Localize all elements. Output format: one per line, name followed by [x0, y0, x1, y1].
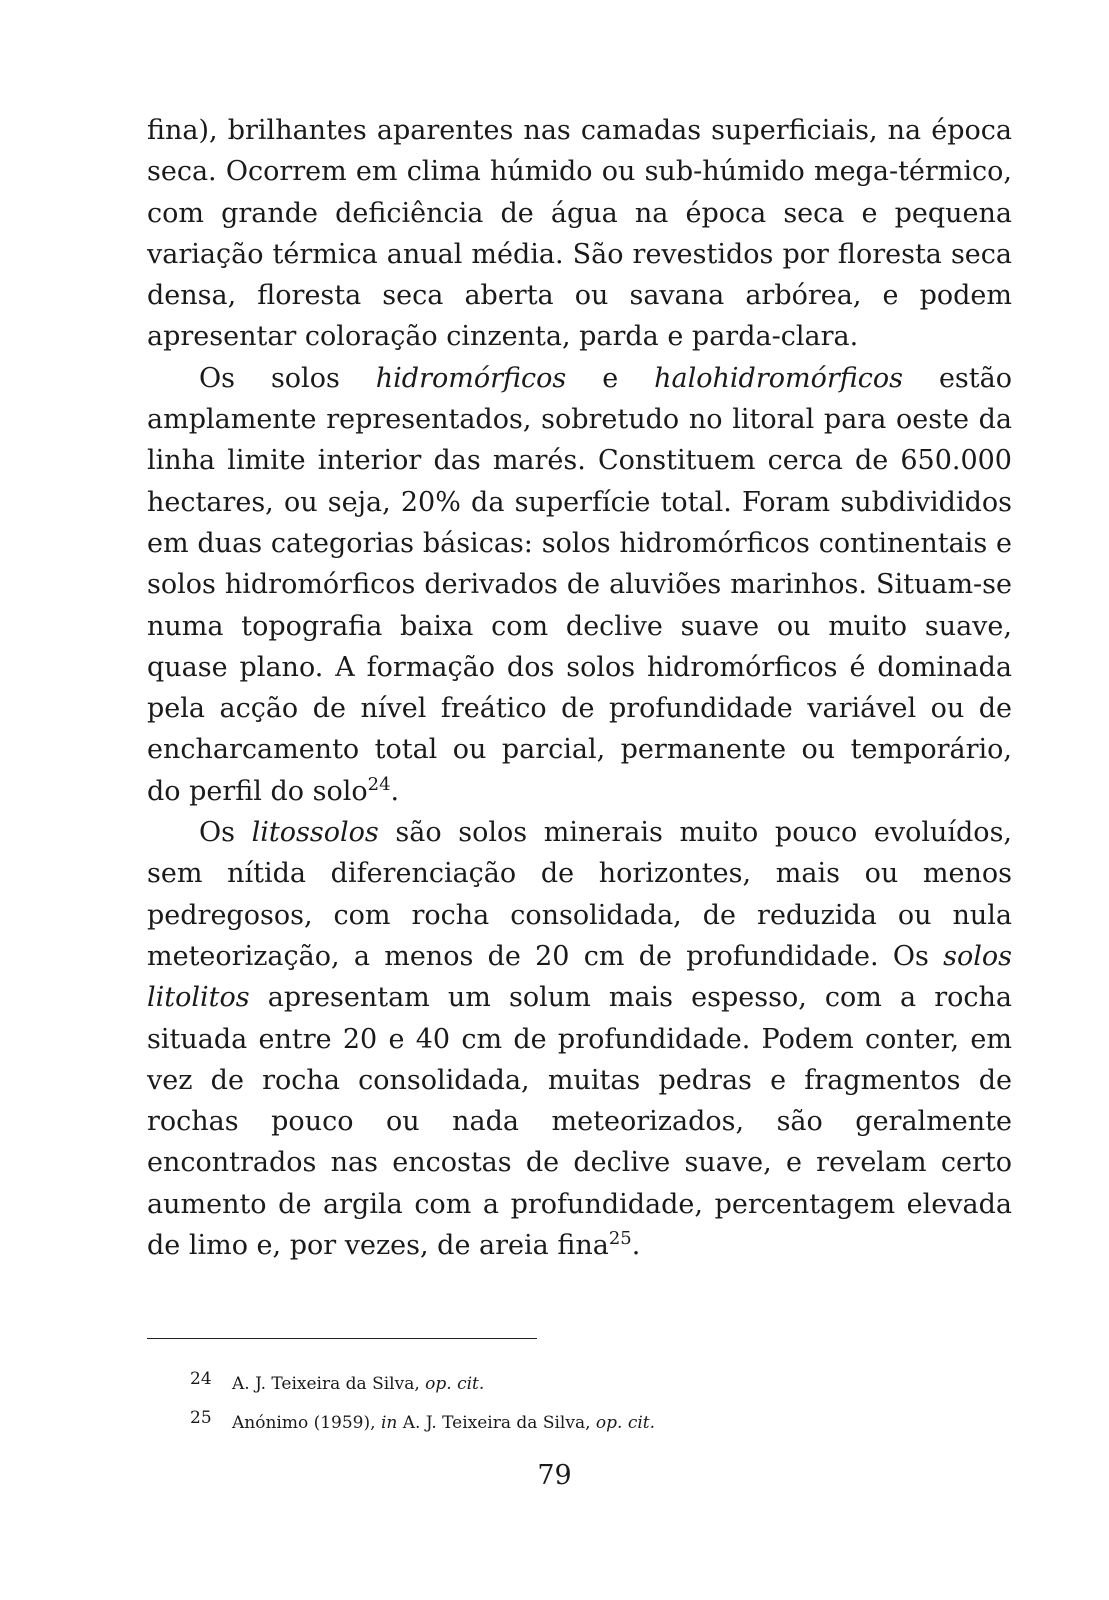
italic-term: hidromórficos [375, 362, 567, 394]
text-run: A. J. Teixeira da Silva, [397, 1413, 596, 1433]
body-text [147, 110, 1012, 1266]
text-run: e [566, 362, 655, 394]
text-run: A. J. Teixeira da Silva, [232, 1374, 426, 1394]
italic-term: litossolos [251, 817, 379, 849]
text-run: Os [199, 817, 252, 849]
text-run: . [390, 775, 400, 807]
footnote-text [232, 1374, 484, 1394]
footnote-text [232, 1413, 655, 1433]
footnote-number: 25 [190, 1408, 212, 1428]
footnote-reference: 25 [608, 1228, 632, 1250]
footnote-separator [147, 1338, 537, 1339]
text-run: . [631, 1230, 641, 1262]
italic-term: op. cit. [595, 1413, 656, 1433]
footnotes [190, 1362, 890, 1440]
italic-term: op. cit. [425, 1374, 485, 1394]
text-run: apresentam um solum mais espesso, com a rocha situada entre 20 e 40 cm de profundidade. Podem conter, em vez de rocha consolidada, muitas pedras e fragmentos de rochas pouco ou nada meteorizados, são geralmente encontrados nas encostas de declive suave, e revelam certo aumento de argila com a profundidade, percentagem elevada de limo e, por vezes, de areia fina [147, 982, 1012, 1262]
footnote-number: 24 [190, 1369, 212, 1389]
footnote-reference: 24 [367, 773, 391, 795]
text-run: Anónimo (1959), [232, 1413, 381, 1433]
page-number: 79 [537, 1460, 572, 1491]
italic-term: in [380, 1413, 398, 1433]
text-run: são solos minerais muito pouco evoluídos, sem nítida diferenciação de horizontes, mais ou menos pedregosos, com rocha consolidada, de reduzida ou nula meteorização, a menos de 20 cm de profundidade. Os [147, 817, 1013, 972]
italic-term: solos litolitos [147, 940, 1012, 1014]
text-run: estão amplamente representados, sobretudo no litoral para oeste da linha limite interior das marés. Constituem cerca de 650.000 hectares, ou seja, 20% da superfície total. Foram subdivididos em duas categorias básicas: solos hidromórficos continentais e solos hidromórficos derivados de aluviões marinhos. Situam-se numa topografia baixa com declive suave ou muito suave, quase plano. A formação dos solos hidromórficos é dominada pela acção de nível freático de profundidade variável ou de encharcamento total ou parcial, permanente ou temporário, do perfil do solo [147, 362, 1012, 807]
text-run: fina), brilhantes aparentes nas camadas superficiais, na época seca. Ocorrem em clima húmido ou sub-húmido mega-térmico, com grande deficiência de água na época seca e pequena variação térmica anual média. São revestidos por floresta seca densa, floresta seca aberta ou savana arbórea, e podem apresentar coloração cinzenta, parda e parda-clara. [147, 115, 1012, 353]
italic-term: halohidromórficos [654, 362, 903, 394]
text-run: Os solos [199, 362, 376, 394]
paragraph [147, 110, 1012, 358]
footnote [190, 1362, 890, 1401]
paragraph [147, 358, 1012, 812]
paragraph [147, 812, 1012, 1266]
footnote [190, 1401, 890, 1440]
